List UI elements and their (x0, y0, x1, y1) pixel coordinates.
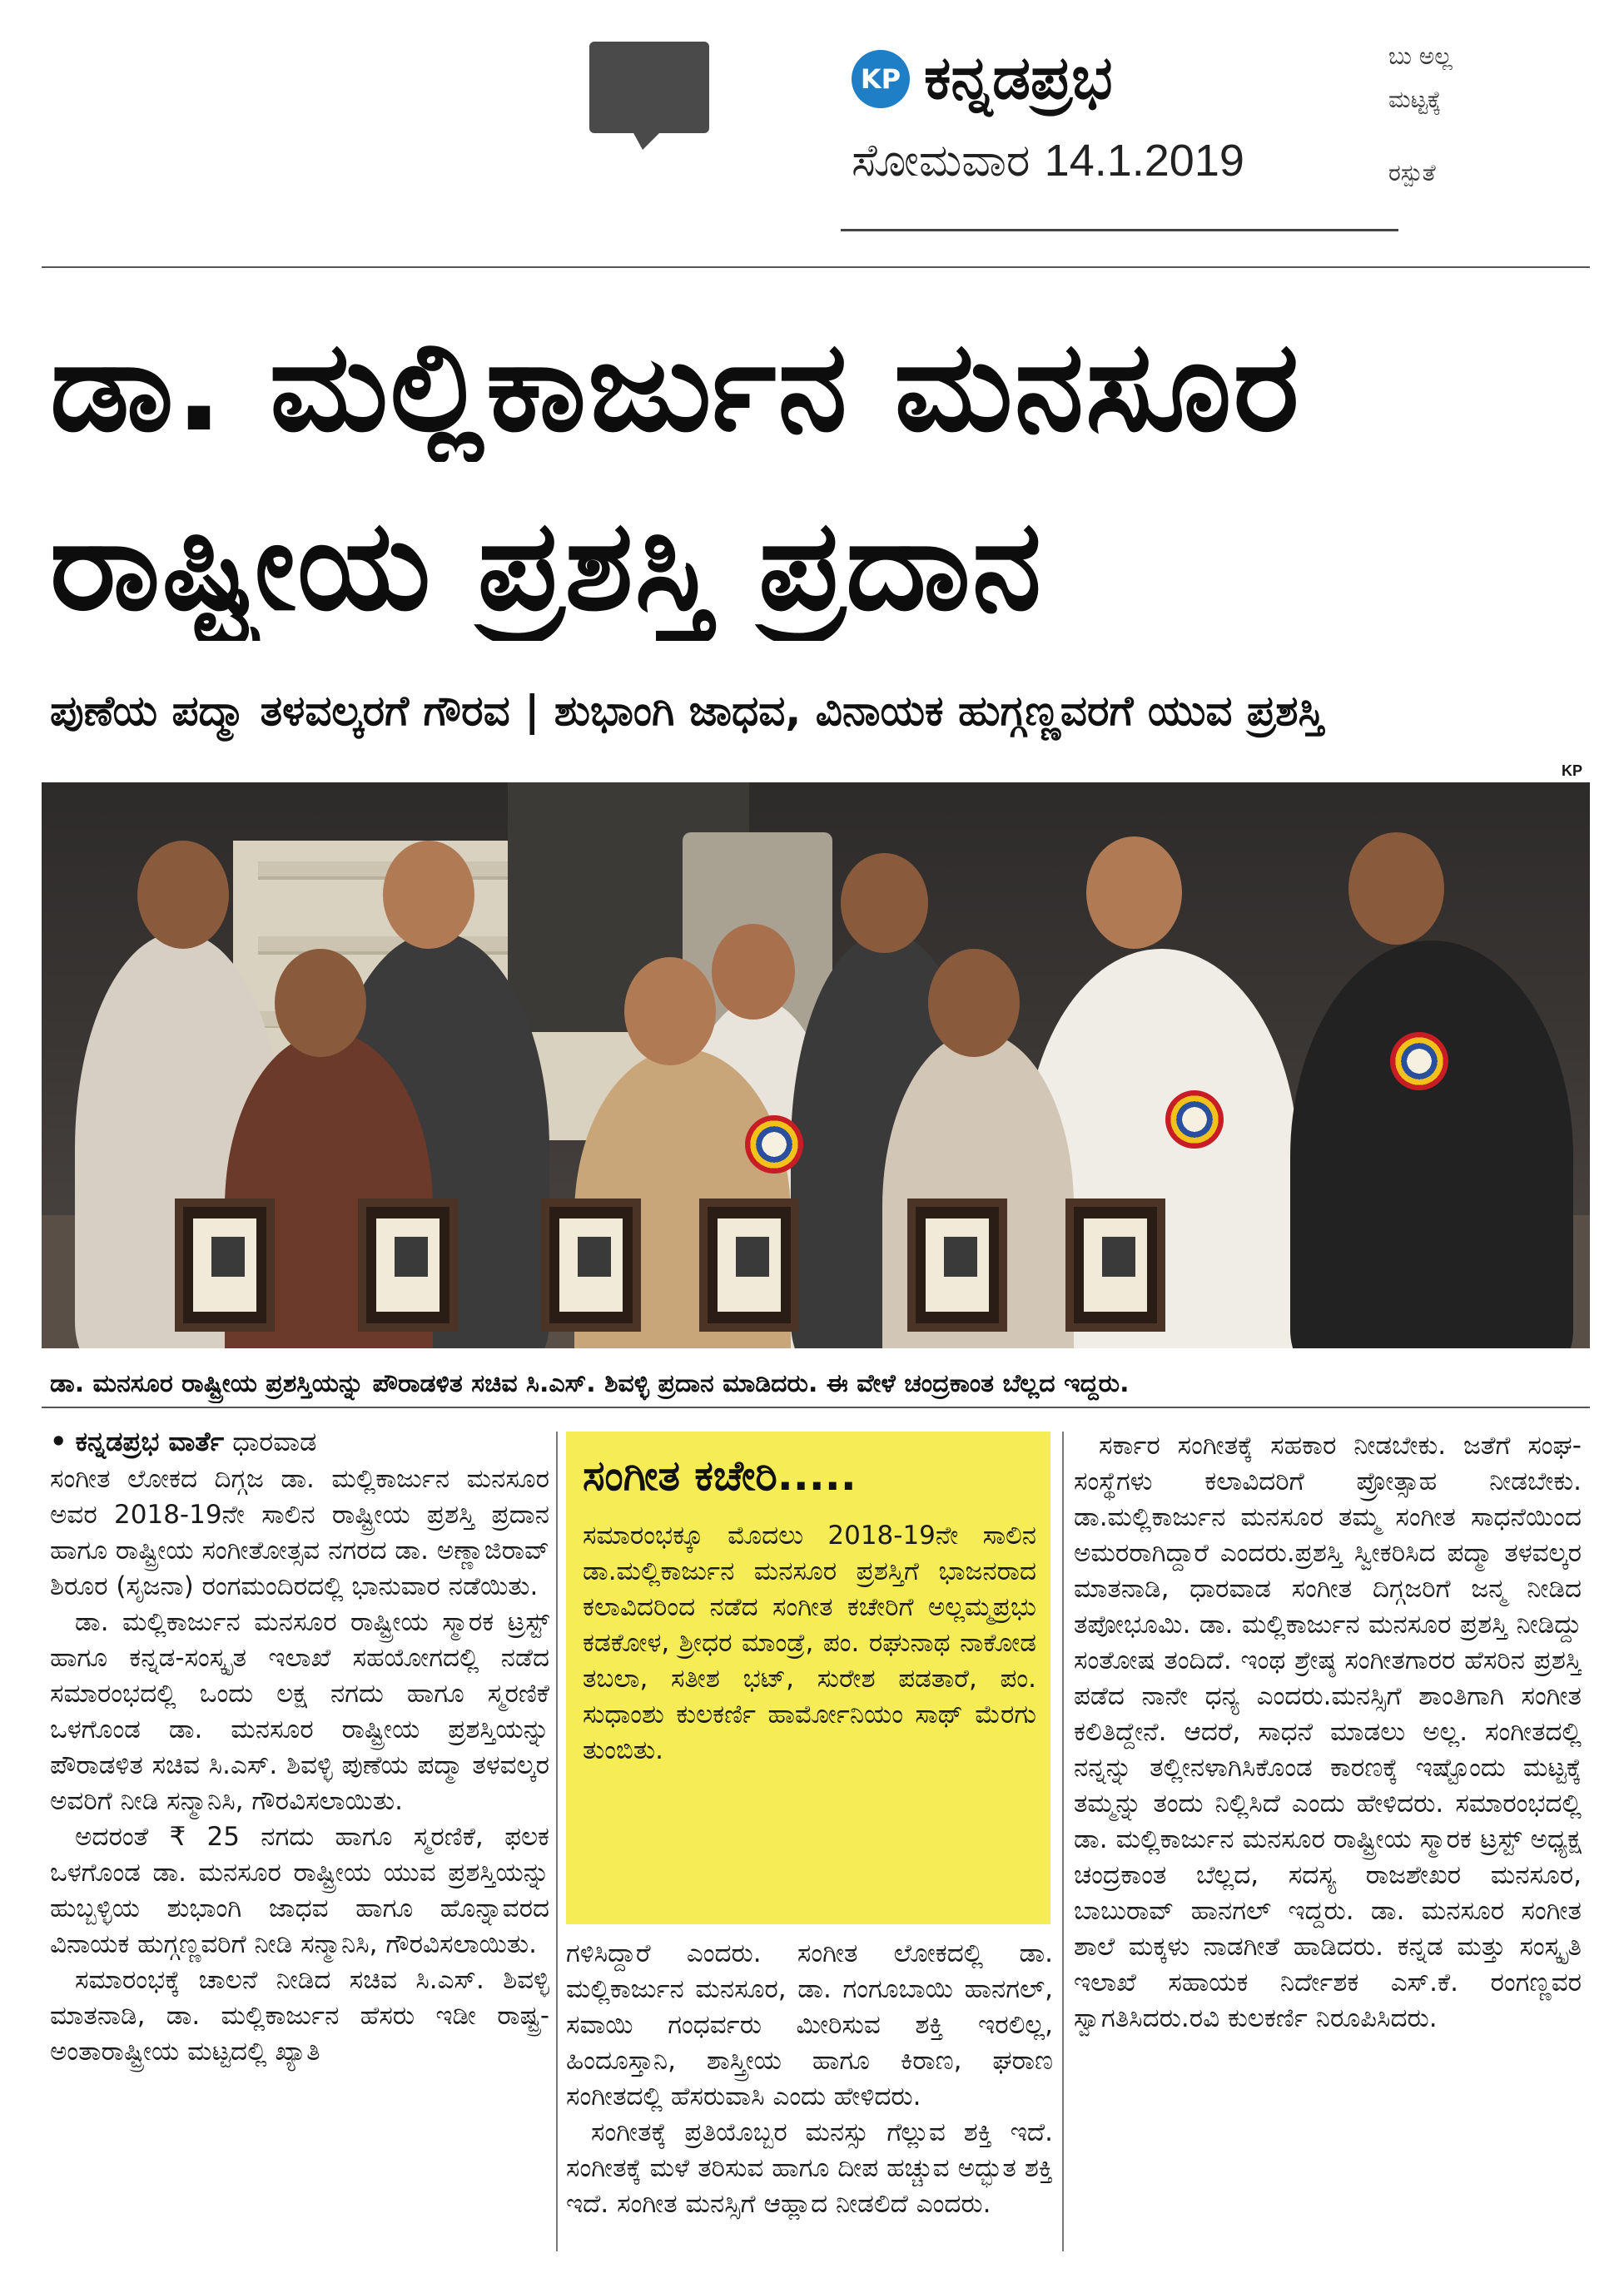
byline-place: ಧಾರವಾಡ (232, 1426, 317, 1457)
subheadline: ಪುಣೆಯ ಪದ್ಮಾ ತಳವಲ್ಕರಗೆ ಗೌರವ | ಶುಭಾಂಗಿ ಜಾಧವ, ವಿನಾಯಕ ಹುಗ್ಗಣ್ಣವರಗೆ ಯುವ ಪ್ರಶಸ್ತಿ (50, 687, 1324, 735)
person-head (383, 841, 474, 949)
award-medal (1390, 1032, 1448, 1090)
person-head (275, 949, 366, 1057)
byline (50, 1423, 316, 1460)
award-ceremony-photo (42, 782, 1590, 1348)
article-paragraph: ಸರ್ಕಾರ ಸಂಗೀತಕ್ಕೆ ಸಹಕಾರ ನೀಡಬೇಕು. ಜತೆಗೆ ಸಂಘ-ಸಂಸ್ಥೆಗಳು ಕಲಾವಿದರಿಗೆ ಪ್ರೋತ್ಸಾಹ ನೀಡಬೇಕು. ಡಾ.ಮಲ್ಲಿಕಾರ್ಜುನ ಮನಸೂರ ತಮ್ಮ ಸಂಗೀತ ಸಾಧನೆಯಿಂದ ಅಮರರಾಗಿದ್ದಾರೆ ಎಂದರು.ಪ್ರಶಸ್ತಿ ಸ್ವೀಕರಿಸಿದ ಪದ್ಮಾ ತಳವಲ್ಕರ ಮಾತನಾಡಿ, ಧಾರವಾಡ ಸಂಗೀತ ದಿಗ್ಗಜರಿಗೆ ಜನ್ಮ ನೀಡಿದ ತಪೋಭೂಮಿ. ಡಾ. ಮಲ್ಲಿಕಾರ್ಜುನ ಮನಸೂರ ಪ್ರಶಸ್ತಿ ನೀಡಿದ್ದು ಸಂತೋಷ ತಂದಿದೆ. ಇಂಥ ಶ್ರೇಷ್ಠ ಸಂಗೀತಗಾರರ ಹೆಸರಿನ ಪ್ರಶಸ್ತಿ ಪಡೆದ ನಾನೇ ಧನ್ಯ ಎಂದರು.ಮನಸ್ಸಿಗೆ ಶಾಂತಿಗಾಗಿ ಸಂಗೀತ ಕಲಿತಿದ್ದೇನೆ. ಆದರೆ, ಸಾಧನೆ ಮಾಡಲು ಅಲ್ಲ. ಸಂಗೀತದಲ್ಲಿ ನನ್ನನ್ನು ತಲ್ಲೀನಳಾಗಿಸಿಕೊಂಡ ಕಾರಣಕ್ಕೆ ಇಷ್ಟೊಂದು ಮಟ್ಟಕ್ಕೆ ತಮ್ಮನ್ನು ತಂದು ನಿಲ್ಲಿಸಿದೆ ಎಂದು ಹೇಳಿದರು. ಸಮಾರಂಭದಲ್ಲಿ ಡಾ. ಮಲ್ಲಿಕಾರ್ಜುನ ಮನಸೂರ ರಾಷ್ಟ್ರೀಯ ಸ್ಮಾರಕ ಟ್ರಸ್ಟ್ ಅಧ್ಯಕ್ಷ ಚಂದ್ರಕಾಂತ ಬೆಲ್ಲದ, ಸದಸ್ಯ ರಾಜಶೇಖರ ಮನಸೂರ, ಬಾಬುರಾವ್ ಹಾನಗಲ್ ಇದ್ದರು. ಡಾ. ಮನಸೂರ ಸಂಗೀತ ಶಾಲೆ ಮಕ್ಕಳು ನಾಡಗೀತೆ ಹಾಡಿದರು. ಕನ್ನಡ ಮತ್ತು ಸಂಸ್ಕೃತಿ ಇಲಾಖೆ ಸಹಾಯಕ ನಿರ್ದೇಶಕ ಎಸ್.ಕೆ. ರಂಗಣ್ಣವರ ಸ್ವಾಗತಿಸಿದರು.ರವಿ ಕುಲಕರ್ಣಿ ನಿರೂಪಿಸಿದರು. (1074, 1431, 1582, 2033)
person-head (137, 841, 229, 949)
dateline-day: ಸೋಮವಾರ (852, 134, 1031, 186)
article-column-2 (566, 1936, 1053, 2252)
dateline (852, 132, 1244, 190)
award-plaque (175, 1199, 275, 1332)
masthead-rule (841, 229, 1398, 231)
headline-line-1: ಡಾ. ಮಲ್ಲಿಕಾರ್ಜುನ ಮನಸೂರ (50, 315, 1301, 459)
masthead-brand: ಕನ್ನಡಪ್ರಭ (924, 42, 1113, 112)
person-head (712, 924, 795, 1020)
award-certificate (1065, 1199, 1165, 1332)
speech-bubble-tail (633, 132, 661, 150)
box-text: ಸಮಾರಂಭಕ್ಕೂ ಮೊದಲು 2018-19ನೇ ಸಾಲಿನ ಡಾ.ಮಲ್ಲಿಕಾರ್ಜುನ ಮನಸೂರ ಪ್ರಶಸ್ತಿಗೆ ಭಾಜನರಾದ ಕಲಾವಿದರಿಂದ ನಡೆದ ಸಂಗೀತ ಕಚೇರಿಗೆ ಅಲ್ಲಮ್ಮಪ್ರಭು ಕಡಕೋಳ, ಶ್ರೀಧರ ಮಾಂಡ್ರೆ, ಪಂ. ರಘುನಾಥ ನಾಕೋಡ ತಬಲಾ, ಸತೀಶ ಭಟ್, ಸುರೇಶ ಪಡತಾರೆ, ಪಂ. ಸುಧಾಂಶು ಕುಲಕರ್ಣಿ ಹಾರ್ಮೋನಿಯಂ ಸಾಥ್ ಮೆರಗು ತುಂಬಿತು. (583, 1521, 1036, 1765)
caption-rule (42, 1407, 1590, 1408)
photo-caption: ಡಾ. ಮನಸೂರ ರಾಷ್ಟ್ರೀಯ ಪ್ರಶಸ್ತಿಯನ್ನು ಪೌರಾಡಳಿತ ಸಚಿವ ಸಿ.ಎಸ್. ಶಿವಳ್ಳಿ ಪ್ರದಾನ ಮಾಡಿದರು. ಈ ವೇಳೆ ಚಂದ್ರಕಾಂತ ಬೆಲ್ಲದ ಇದ್ದರು. (50, 1369, 1130, 1398)
person-head (624, 957, 716, 1065)
person-head (841, 853, 928, 953)
award-plaque (907, 1199, 1007, 1332)
adjacent-column-fragment: ಮಟ್ಟಕ್ಕೆ (1388, 86, 1442, 113)
column-divider (556, 1432, 558, 2251)
byline-bullet: • (50, 1426, 67, 1457)
article-paragraph: ಅದರಂತೆ ₹ 25 ನಗದು ಹಾಗೂ ಸ್ಮರಣಿಕೆ, ಫಲಕ ಒಳಗೊಂಡ ಡಾ. ಮನಸೂರ ರಾಷ್ಟ್ರೀಯ ಯುವ ಪ್ರಶಸ್ತಿಯನ್ನು ಹುಬ್ಬಳ್ಳಿಯ ಶುಭಾಂಗಿ ಜಾಧವ ಹಾಗೂ ಹೊನ್ನಾವರದ ವಿನಾಯಕ ಹುಗ್ಗಣ್ಣವರಿಗೆ ನೀಡಿ ಸನ್ಮಾನಿಸಿ, ಗೌರವಿಸಲಾಯಿತು. (50, 1822, 549, 1959)
box-title: ಸಂಗೀತ ಕಚೇರಿ..... (583, 1452, 857, 1500)
person-head (1086, 836, 1182, 949)
adjacent-column-fragment: ಬು ಅಲ್ಲ (1388, 42, 1453, 70)
article-paragraph: ಸಂಗೀತ ಲೋಕದ ದಿಗ್ಗಜ ಡಾ. ಮಲ್ಲಿಕಾರ್ಜುನ ಮನಸೂರ ಅವರ 2018-19ನೇ ಸಾಲಿನ ರಾಷ್ಟ್ರೀಯ ಪ್ರಶಸ್ತಿ ಪ್ರದಾನ ಹಾಗೂ ರಾಷ್ಟ್ರೀಯ ಸಂಗೀತೋತ್ಸವ ನಗರದ ಡಾ. ಅಣ್ಣಾಜಿರಾವ್ ಶಿರೂರ (ಸೃಜನಾ) ರಂಗಮಂದಿರದಲ್ಲಿ ಭಾನುವಾರ ನಡೆಯಿತು. (50, 1464, 549, 1601)
article-paragraph: ಗಳಿಸಿದ್ದಾರೆ ಎಂದರು. ಸಂಗೀತ ಲೋಕದಲ್ಲಿ ಡಾ. ಮಲ್ಲಿಕಾರ್ಜುನ ಮನಸೂರ, ಡಾ. ಗಂಗೂಬಾಯಿ ಹಾನಗಲ್, ಸವಾಯಿ ಗಂಧರ್ವರು ಮೀರಿಸುವ ಶಕ್ತಿ ಇರಲಿಲ್ಲ, ಹಿಂದೂಸ್ತಾನಿ, ಶಾಸ್ತ್ರೀಯ ಹಾಗೂ ಕಿರಾಣ, ಘರಾಣ ಸಂಗೀತದಲ್ಲಿ ಹೆಸರುವಾಸಿ ಎಂದು ಹೇಳಿದರು. (566, 1938, 1053, 2112)
article-column-3 (1074, 1428, 1582, 2252)
byline-source: ಕನ್ನಡಪ್ರಭ ವಾರ್ತೆ (75, 1426, 225, 1457)
section-divider (42, 266, 1590, 268)
dateline-date: 14.1.2019 (1044, 136, 1244, 186)
logo-text: KP (860, 63, 901, 95)
kannadaprabha-logo (852, 50, 910, 108)
award-plaque (541, 1199, 641, 1332)
headline-line-2: ರಾಷ್ಟ್ರೀಯ ಪ್ರಶಸ್ತಿ ಪ್ರದಾನ (50, 494, 1044, 638)
speech-bubble-icon (589, 42, 709, 133)
award-medal (1165, 1090, 1224, 1149)
person (1290, 940, 1573, 1348)
article-paragraph: ಡಾ. ಮಲ್ಲಿಕಾರ್ಜುನ ಮನಸೂರ ರಾಷ್ಟ್ರೀಯ ಸ್ಮಾರಕ ಟ್ರಸ್ಟ್ ಹಾಗೂ ಕನ್ನಡ-ಸಂಸ್ಕೃತ ಇಲಾಖೆ ಸಹಯೋಗದಲ್ಲಿ ನಡೆದ ಸಮಾರಂಭದಲ್ಲಿ ಒಂದು ಲಕ್ಷ ನಗದು ಹಾಗೂ ಸ್ಮರಣಿಕೆ ಒಳಗೊಂಡ ಡಾ. ಮನಸೂರ ರಾಷ್ಟ್ರೀಯ ಪ್ರಶಸ್ತಿಯನ್ನು ಪೌರಾಡಳಿತ ಸಚಿವ ಸಿ.ಎಸ್. ಶಿವಳ್ಳಿ ಪುಣೆಯ ಪದ್ಮಾ ತಳವಲ್ಕರ ಅವರಿಗೆ ನೀಡಿ ಸನ್ಮಾನಿಸಿ, ಗೌರವಿಸಲಾಯಿತು. (50, 1607, 549, 1816)
award-medal (745, 1115, 803, 1174)
article-column-1 (50, 1462, 549, 2252)
award-certificate (699, 1199, 799, 1332)
article-paragraph: ಸಂಗೀತಕ್ಕೆ ಪ್ರತಿಯೊಬ್ಬರ ಮನಸ್ಸು ಗೆಲ್ಲುವ ಶಕ್ತಿ ಇದೆ. ಸಂಗೀತಕ್ಕೆ ಮಳೆ ತರಿಸುವ ಹಾಗೂ ದೀಪ ಹಚ್ಚುವ ಅದ್ಭುತ ಶಕ್ತಿ ಇದೆ. ಸಂಗೀತ ಮನಸ್ಸಿಗೆ ಆಹ್ಲಾದ ನೀಡಲಿದೆ ಎಂದರು. (566, 2117, 1053, 2219)
person-head (928, 949, 1020, 1057)
column-divider (1062, 1432, 1064, 2251)
article-paragraph: ಸಮಾರಂಭಕ್ಕೆ ಚಾಲನೆ ನೀಡಿದ ಸಚಿವ ಸಿ.ಎಸ್. ಶಿವಳ್ಳಿ ಮಾತನಾಡಿ, ಡಾ. ಮಲ್ಲಿಕಾರ್ಜುನ ಹೆಸರು ಇಡೀ ರಾಷ್ಟ್ರ-ಅಂತಾರಾಷ್ಟ್ರೀಯ ಮಟ್ಟದಲ್ಲಿ ಖ್ಯಾತಿ (50, 1965, 549, 2067)
award-certificate (358, 1199, 458, 1332)
photo-credit: KP (1562, 762, 1583, 779)
adjacent-column-fragment: ರಸ್ಪುತೆ (1388, 159, 1436, 186)
person-head (1348, 832, 1444, 945)
